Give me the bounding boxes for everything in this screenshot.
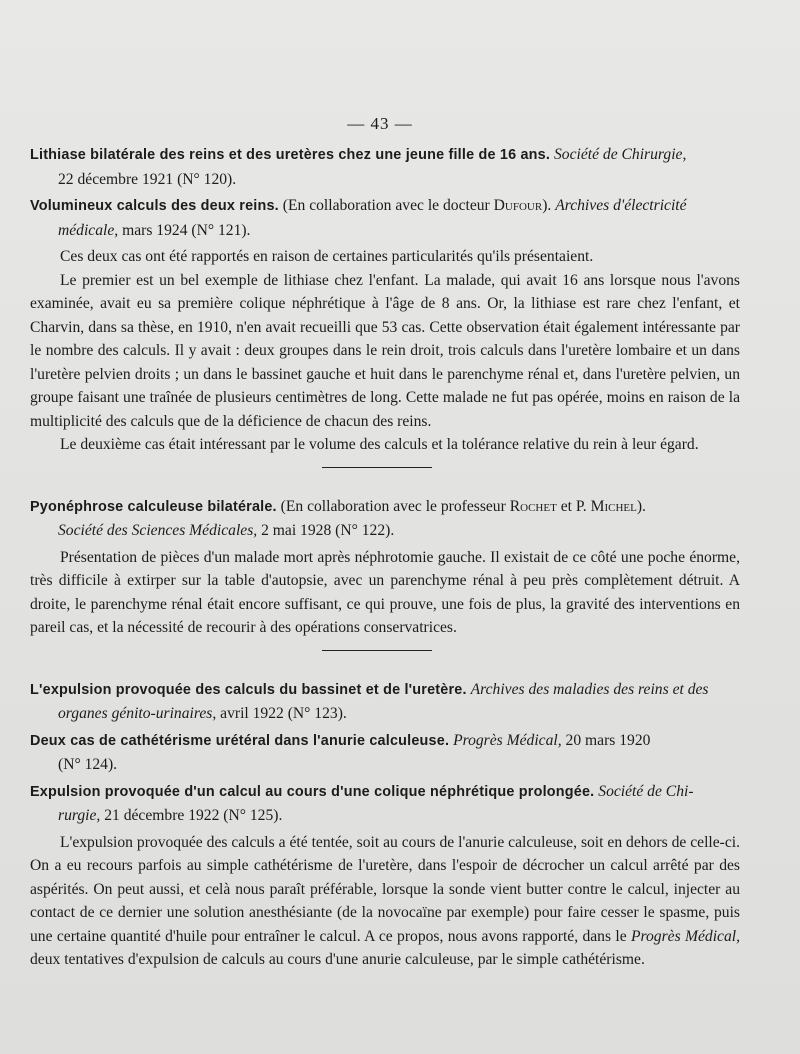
entry-date: 2 mai 1928 (N° 122). [261, 522, 395, 539]
paragraph-text: deux tentatives d'expulsion de calculs au cours d'une anurie calculeuse, par le simple cathétérisme. [30, 951, 645, 968]
bibliography-entry-121 [30, 194, 740, 242]
entry-source: Archives d'électricité [555, 197, 687, 214]
paragraph-text: L'expulsion provoquée des calculs a été tentée, soit au cours de l'anurie calculeuse, soit en dehors de celle-ci. On a eu recours parfois au simple cathétérisme de l'uretère, dans l'espoir de décrocher un calcul arrêté par des aspérités. On peut aussi, et celà nous paraît préférable, lorsque la sonde vient butter contre le calcul, injecter au contact de ce dernier une solution anesthésiante (de la novocaïne par exemple) pour faire cesser le spasme, puis une certaine quantité d'huile pour entraîner le calcul. A ce propos, nous avons rapporté, dans le [30, 833, 740, 945]
entry-source-date [58, 219, 740, 243]
entry-date: 20 mars 1920 [565, 731, 651, 749]
collaborator-name: Michel [590, 497, 637, 515]
bibliography-entry-123 [30, 678, 740, 726]
entry-source-date [58, 804, 740, 828]
bibliography-entry-124 [30, 729, 740, 777]
section-divider [322, 467, 432, 468]
entry-source: Société de Chi- [598, 782, 694, 800]
paragraph: Le deuxième cas était intéressant par le volume des calculs et la tolérance relative du rein à leur égard. [60, 436, 699, 453]
entry-date: 21 décembre 1922 (N° 125). [104, 807, 283, 824]
collaborator-name: Dufour [493, 197, 543, 214]
paragraph-source: Progrès Médical, [630, 927, 740, 945]
entry-source-date [58, 702, 740, 726]
entry-source: Société de Chirurgie, [553, 146, 687, 163]
bibliography-entry-120 [30, 143, 740, 191]
paragraph [30, 831, 740, 972]
entry-title: Volumineux calculs des deux reins. [30, 198, 279, 214]
entry-source: Progrès Médical, [453, 731, 562, 749]
paragraph: Le premier est un bel exemple de lithiase chez l'enfant. La malade, qui avait 16 ans lorsque nous l'avons examinée, avait eu sa première colique néphrétique à l'âge de 8 ans. Or, la lithiase est rare chez l'enfant, et Charvin, dans sa thèse, en 1910, n'en avait recueilli que 53 cas. Cette observation était également intéressante par le nombre des calculs. Il y avait : deux groupes dans le rein droit, trois calculs dans l'uretère lombaire et un dans l'uretère pelvien droits ; un dans le bassinet gauche et huit dans le parenchyme rénal et, dans l'uretère pelvien, un groupe faisant une traînée de plusieurs centimètres de long. Cette malade ne fut pas opérée, moins en raison de la multiplicité des calculs que de la déficience de chacun des reins. [30, 271, 740, 430]
entry-number: (N° 124). [58, 756, 118, 773]
entry-collab-post: ). [542, 197, 552, 214]
page-content [30, 143, 740, 972]
entry-source: Archives des maladies des reins et des [470, 680, 709, 698]
entry-collab-pre: (En collaboration avec le docteur [282, 197, 490, 214]
bibliography-entry-125 [30, 780, 740, 828]
entry-title: Pyonéphrose calculeuse bilatérale. [30, 498, 277, 515]
entry-collab-pre: (En collaboration avec le professeur [280, 497, 506, 515]
entry-title: Lithiase bilatérale des reins et des uretères chez une jeune fille de 16 ans. [30, 147, 551, 163]
paragraph: Présentation de pièces d'un malade mort après néphrotomie gauche. Il existait de ce côté une poche énorme, très difficile à extirper sur la table d'autopsie, avec un parenchyme rénal à peu près complètement détruit. A droite, le parenchyme rénal était encore suffisant, ce qui prouve, une fois de plus, la gravité des interventions en pareil cas, et la nécessité de recourir à des opérations conservatrices. [30, 548, 740, 636]
entry-title: Expulsion provoquée d'un calcul au cours d'une colique néphrétique prolongée. [30, 783, 595, 800]
entry-source-cont: rurgie, [58, 807, 101, 824]
page-number: — 43 — [347, 114, 413, 133]
entry-source-cont: organes génito-urinaires, [58, 705, 217, 722]
entry-title: L'expulsion provoquée des calculs du bassinet et de l'uretère. [30, 681, 467, 698]
paragraph: Ces deux cas ont été rapportés en raison de certaines particularités qu'ils présentaient. [60, 248, 594, 265]
section-divider [322, 650, 432, 651]
entry-date: mars 1924 (N° 121). [122, 221, 251, 239]
entry-source-cont: médicale, [58, 221, 119, 239]
collaborator-name: Rochet [509, 497, 557, 515]
entry-source-date [58, 519, 740, 543]
entry-collab-and: et P. [560, 497, 587, 515]
bibliography-entry-122 [30, 495, 740, 543]
entry-date: avril 1922 (N° 123). [220, 705, 347, 722]
entry-source: Société des Sciences Médicales, [58, 522, 258, 539]
entry-date: 22 décembre 1921 (N° 120). [58, 170, 237, 188]
entry-collab-post: ). [636, 497, 646, 515]
entry-title: Deux cas de cathétérisme urétéral dans l'anurie calculeuse. [30, 732, 450, 749]
